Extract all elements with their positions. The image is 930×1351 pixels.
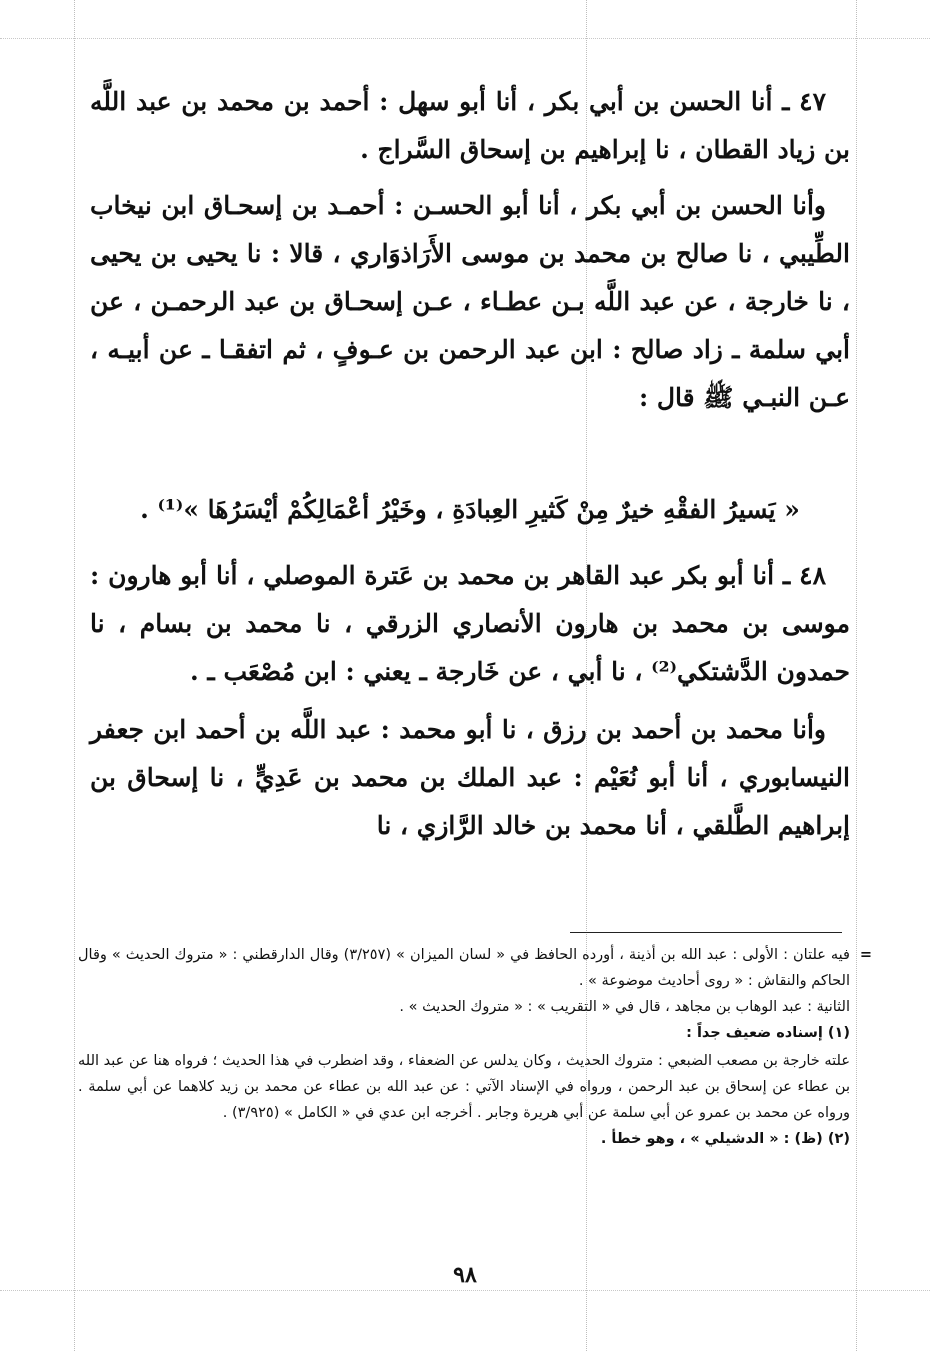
footnote-continuation-line: الثانية : عبد الوهاب بن مجاهد ، قال في « التقريب » : « متروك الحديث » .: [399, 999, 850, 1015]
scan-guide-line: [0, 1290, 930, 1291]
paragraph-hadith-47: ٤٧ ـ أنا الحسن بن أبي بكر ، أنا أبو سهل : أحمد بن محمد بن عبد اللَّه بن زياد القطان ، نا إبراهيم بن إسحاق السَّراج .: [90, 87, 850, 164]
main-text-section-1: [90, 78, 850, 422]
main-text-section-2: [90, 552, 850, 850]
hadith-quote: « يَسيرُ الفقْهِ خيرٌ مِنْ كَثيرِ العِبادَةِ ، وخَيْرُ أعْمَالِكُمْ أيْسَرُهَا »⁽¹⁾ .: [140, 495, 800, 524]
page-number: ٩٨: [453, 1262, 477, 1288]
footnote-continuation-line: فيه علتان : الأولى : عبد الله بن أذينة ، أورده الحافظ في « لسان الميزان » (٣/٢٥٧) وقال الدارقطني : « متروك الحديث » وقال الحاكم والنقاش : « روى أحاديث موضوعة » .: [78, 947, 850, 989]
paragraph-hadith-48: ٤٨ ـ أنا أبو بكر عبد القاهر بن محمد بن عَترة الموصلي ، أنا أبو هارون : موسى بن محمد بن هارون الأنصاري الزرقي ، نا محمد بن بسام ، نا حمدون الدَّشتكي⁽²⁾ ، نا أبي ، عن خَارجة ـ يعني : ابن مُصْعَب ـ .: [90, 561, 850, 686]
paragraph-second-chain: وأنا الحسن بن أبي بكر ، أنا أبو الحسـن : أحمـد بن إسحـاق ابن نيخاب الطِّيبي ، نا صالح بن محمد بن موسى الأَرَاذوَاري ، قالا : نا يحيى بن يحيى ، نا خارجة ، عن عبد اللَّه بـن عطـاء ، عـن إسحـاق بن عبد الرحمـن ، عن أبي سلمة ـ زاد صالح : ابن عبد الرحمن بن عـوفٍ ، ثم اتفقـا ـ عن أبيـه ، عـن النبـي ﷺ قال :: [90, 191, 850, 412]
scan-guide-line: [74, 0, 75, 1351]
footnote-1-heading: (١) إسناده ضعيف جداً :: [686, 1025, 850, 1041]
scan-guide-line: [0, 38, 930, 39]
scan-guide-line: [856, 0, 857, 1351]
paragraph-third-chain: وأنا محمد بن أحمد بن رزق ، نا أبو محمد : عبد اللَّه بن أحمد ابن جعفر النيسابوري ، أنا أبو نُعَيْم : عبد الملك بن محمد بن عَدِيٍّ ، نا إسحاق بن إبراهيم الطَّلقي ، أنا محمد بن خالد الرَّازي ، نا: [90, 715, 850, 840]
footnotes-section: [78, 942, 872, 1152]
footnote-1-text: علته خارجة بن مصعب الضبعي : متروك الحديث ، وكان يدلس عن الضعفاء ، وقد اضطرب في هذا الحديث ؛ فرواه هنا عن عبد الله بن عطاء عن إسحاق بن عبد الرحمن ، ورواه في الإسناد الآتي : عن عبد الله بن عطاء عن محمد بن زيد كلاهما عن أبي سلمة . ورواه عن محمد بن عمرو عن أبي سلمة عن أبي هريرة وجابر . أخرجه ابن عدي في « الكامل » (٣/٩٢٥) .: [78, 1053, 850, 1121]
footnote-2: (٢) (ظ) : « الدشيلي » ، وهو خطأ .: [600, 1131, 850, 1147]
footnote-separator: [570, 932, 842, 933]
continuation-marker: =: [859, 947, 872, 963]
